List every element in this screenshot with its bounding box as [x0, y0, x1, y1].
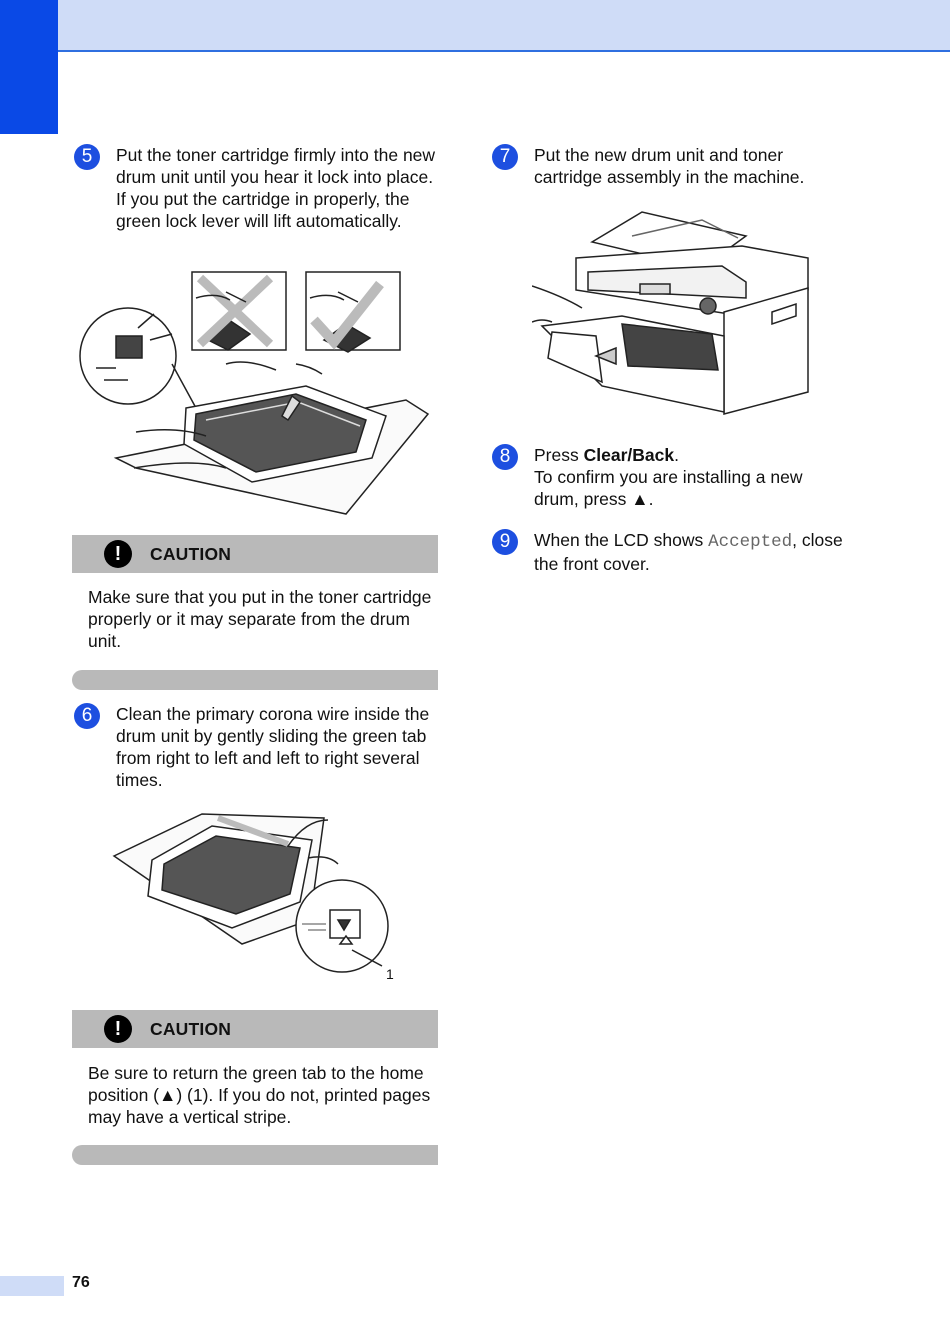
- step-5: [74, 144, 444, 232]
- page-number: 76: [72, 1274, 90, 1291]
- step-number-5: 5: [74, 144, 100, 170]
- step-6: [74, 703, 444, 791]
- step-8-text: [534, 444, 834, 510]
- step-8-period: .: [674, 445, 679, 465]
- step-9-text-after: , close the front cover.: [534, 530, 843, 574]
- caution-footer-1: [72, 670, 438, 690]
- caution-footer-2: [72, 1145, 438, 1165]
- step-9-text-before: When the LCD shows: [534, 530, 709, 550]
- corona-wire-illustration: [112, 810, 402, 980]
- clear-back-key: Clear/Back: [583, 445, 675, 465]
- warning-icon: !: [104, 1015, 132, 1043]
- lcd-message: Accepted: [708, 532, 793, 552]
- callout-number: 1: [386, 966, 394, 982]
- caution-title-2: CAUTION: [150, 1018, 232, 1039]
- step-9: [492, 529, 882, 575]
- step-7: [492, 144, 882, 188]
- step-6-text: Clean the primary corona wire inside the drum unit by gently sliding the green tab from right to left and left to right several times.: [116, 704, 430, 790]
- step-number-9: 9: [492, 529, 518, 555]
- machine-illustration: [532, 206, 814, 420]
- step-8-press: Press: [534, 445, 584, 465]
- caution-header-1: [72, 535, 438, 573]
- step-9-text: [534, 529, 864, 575]
- step-number-6: 6: [74, 703, 100, 729]
- step-number-8: 8: [492, 444, 518, 470]
- caution-body-2: Be sure to return the green tab to the home position (▲) (1). If you do not, printed pages may have a vertical stripe.: [88, 1063, 431, 1127]
- header-band: [0, 0, 950, 52]
- step-number-7: 7: [492, 144, 518, 170]
- warning-icon: !: [104, 540, 132, 568]
- toner-drum-illustration: [76, 268, 438, 518]
- step-8-confirm-text: To confirm you are installing a new drum, press ▲.: [534, 467, 803, 509]
- step-5-text: Put the toner cartridge firmly into the new drum unit until you hear it lock into place. If you put the cartridge in properly, the green lock lever will lift automatically.: [116, 145, 436, 231]
- step-8: [492, 444, 882, 510]
- caution-body-1: Make sure that you put in the toner cartridge properly or it may separate from the drum unit.: [88, 587, 432, 651]
- caution-header-2: [72, 1010, 438, 1048]
- step-7-text: Put the new drum unit and toner cartridge assembly in the machine.: [534, 145, 805, 187]
- chapter-tab: [0, 0, 58, 134]
- page-number-band: [0, 1276, 64, 1296]
- caution-title-1: CAUTION: [150, 543, 232, 564]
